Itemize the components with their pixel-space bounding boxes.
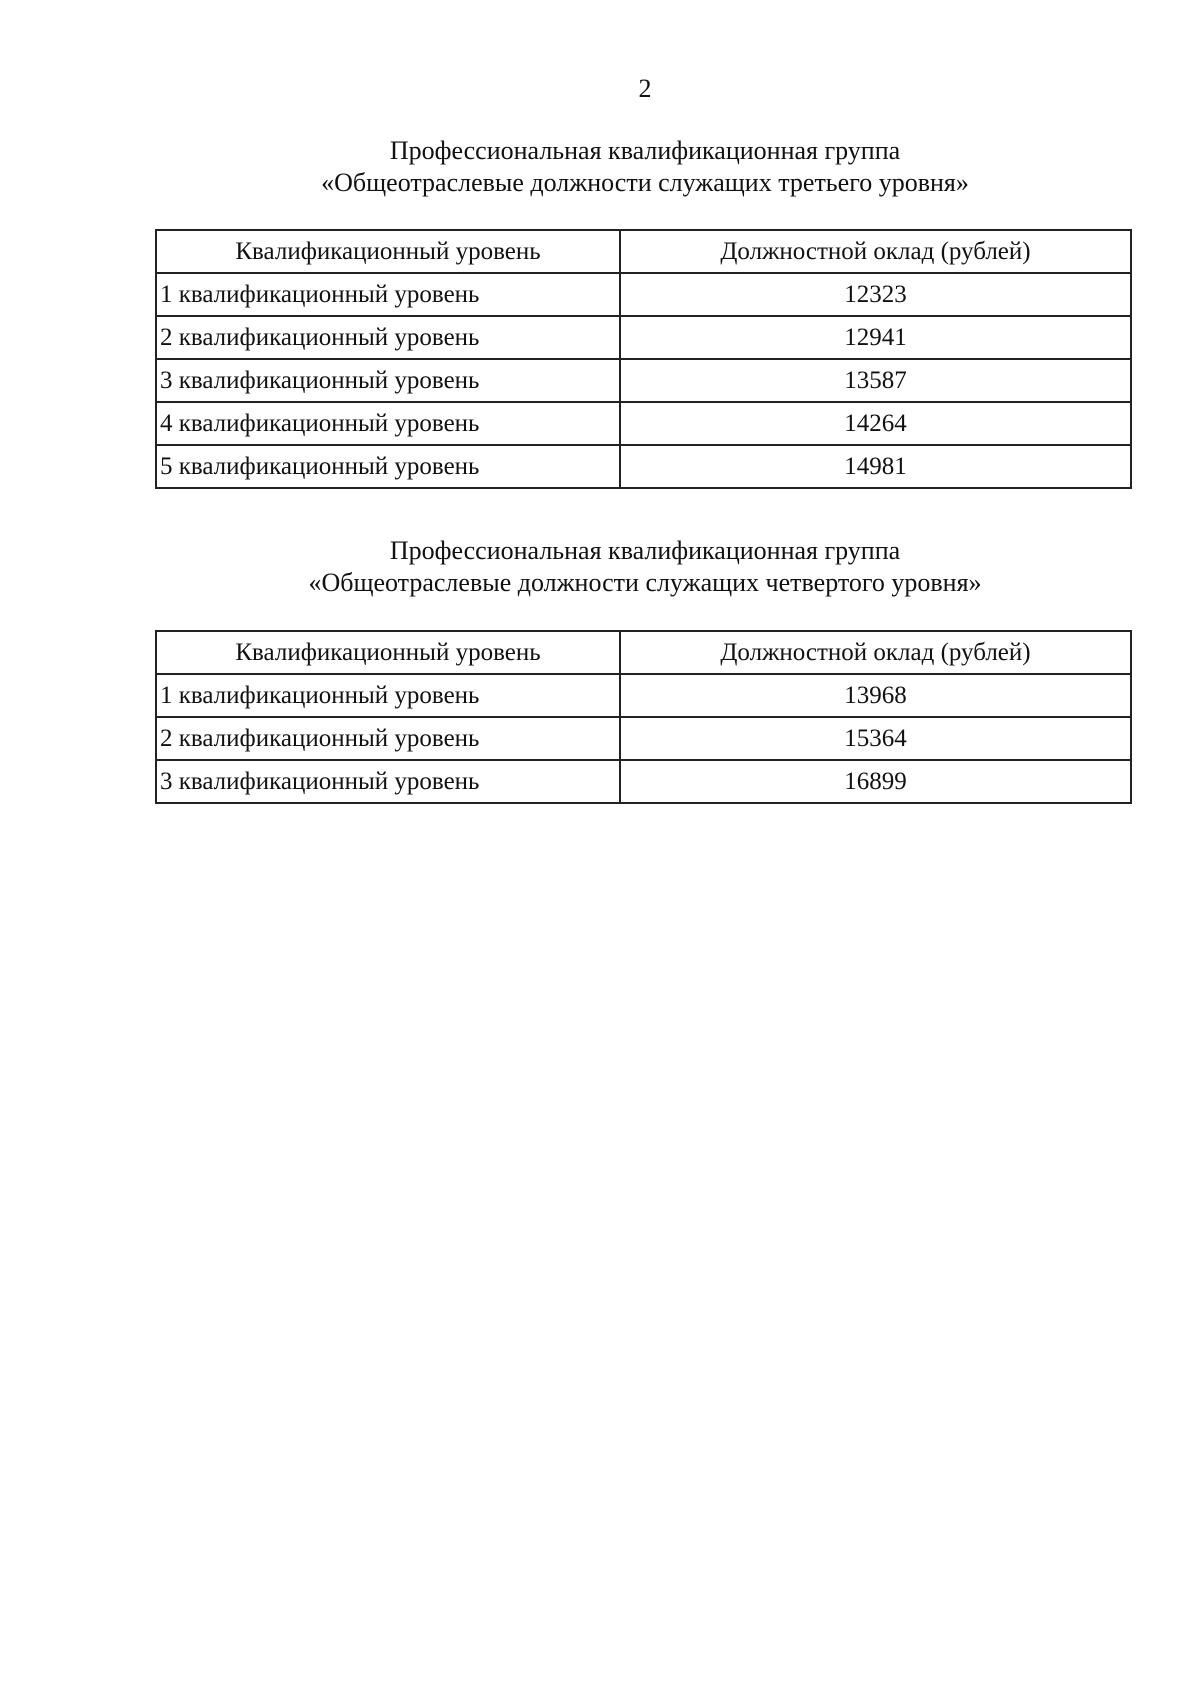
group-heading-line2: «Общеотраслевые должности служащих третьего уровня» xyxy=(321,168,969,197)
group-heading-line1: Профессиональная квалификационная группа xyxy=(389,136,901,165)
column-header-salary: Должностной оклад (рублей) xyxy=(620,631,1131,674)
page-number: 2 xyxy=(638,74,652,103)
table-row xyxy=(156,316,1131,359)
table-row xyxy=(156,359,1131,402)
salary-table-fourth-level xyxy=(155,630,1132,804)
table-row xyxy=(156,402,1131,445)
salary-cell: 12941 xyxy=(620,316,1131,359)
level-cell: 1 квалификационный уровень xyxy=(156,674,620,717)
column-header-level: Квалификационный уровень xyxy=(156,230,620,273)
group-heading-fourth-level xyxy=(0,535,1200,599)
group-heading-third-level xyxy=(0,135,1200,199)
level-cell: 1 квалификационный уровень xyxy=(156,273,620,316)
level-cell: 2 квалификационный уровень xyxy=(156,316,620,359)
level-cell: 4 квалификационный уровень xyxy=(156,402,620,445)
level-cell: 5 квалификационный уровень xyxy=(156,445,620,488)
level-cell: 3 квалификационный уровень xyxy=(156,760,620,803)
salary-cell: 14264 xyxy=(620,402,1131,445)
table-row xyxy=(156,445,1131,488)
salary-cell: 16899 xyxy=(620,760,1131,803)
column-header-salary: Должностной оклад (рублей) xyxy=(620,230,1131,273)
level-cell: 2 квалификационный уровень xyxy=(156,717,620,760)
group-heading-line1: Профессиональная квалификационная группа xyxy=(389,536,901,565)
salary-table-third-level xyxy=(155,229,1132,489)
salary-cell: 12323 xyxy=(620,273,1131,316)
level-cell: 3 квалификационный уровень xyxy=(156,359,620,402)
table-row xyxy=(156,273,1131,316)
salary-cell: 13968 xyxy=(620,674,1131,717)
salary-cell: 14981 xyxy=(620,445,1131,488)
table-header-row xyxy=(156,631,1131,674)
table-header-row xyxy=(156,230,1131,273)
group-heading-line2: «Общеотраслевые должности служащих четвертого уровня» xyxy=(308,568,982,597)
salary-cell: 13587 xyxy=(620,359,1131,402)
column-header-level: Квалификационный уровень xyxy=(156,631,620,674)
table-row xyxy=(156,760,1131,803)
salary-cell: 15364 xyxy=(620,717,1131,760)
table-row xyxy=(156,717,1131,760)
table-row xyxy=(156,674,1131,717)
